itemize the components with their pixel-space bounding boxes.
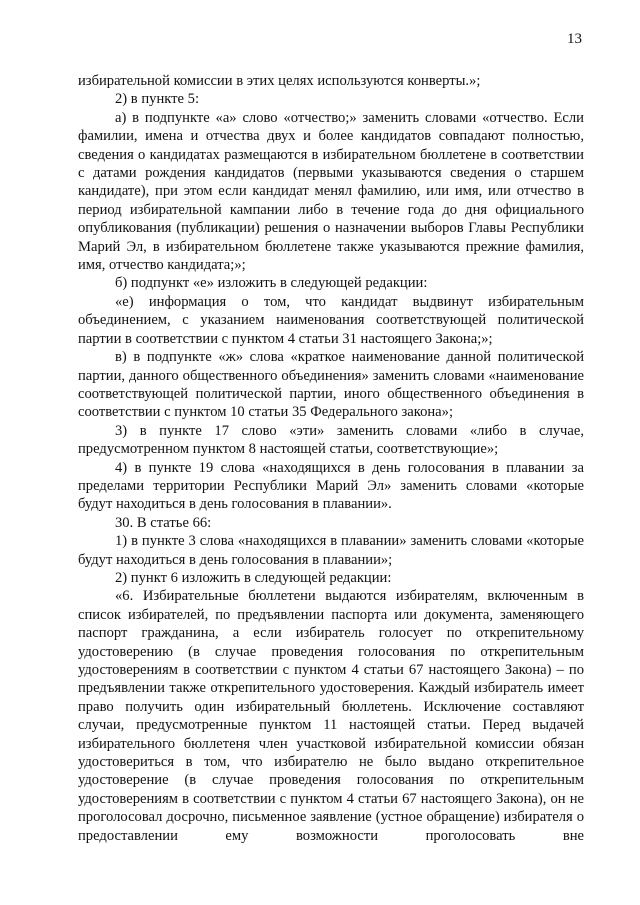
paragraph-item-4: 4) в пункте 19 слова «находящихся в день голосования в плавании за пределами территории Республики Марий Эл» заменить словами «которые будут находиться в день голосования в плавании». bbox=[78, 459, 584, 513]
paragraph-continuation: избирательной комиссии в этих целях используются конверты.»; bbox=[78, 73, 481, 89]
paragraph-quote-e: «е) информация о том, что кандидат выдвинут избирательным объединением, с указанием наименования соответствующей политической партии в соответствии с пунктом 4 статьи 31 настоящего Закона;»; bbox=[78, 293, 584, 347]
paragraph-item-2: 2) в пункте 5: bbox=[115, 91, 200, 108]
paragraph-art30-item-1: 1) в пункте 3 слова «находящихся в плавании» заменить словами «которые будут находиться в день голосования в плавании»; bbox=[78, 533, 584, 568]
paragraph-article-30: 30. В статье 66: bbox=[115, 514, 212, 531]
paragraph-subitem-b: б) подпункт «е» изложить в следующей редакции: bbox=[115, 275, 428, 292]
page-number: 13 bbox=[567, 31, 582, 47]
paragraph-art30-item-2: 2) пункт 6 изложить в следующей редакции: bbox=[115, 569, 392, 586]
paragraph-subitem-v: в) в подпункте «ж» слова «краткое наименование данной политической партии, данного общественного объединения» заменить словами «наименование соответствующей политической партии, иного общественного объединения в соответствии с пунктом 10 статьи 35 Федерального закона»; bbox=[78, 349, 584, 421]
paragraph-quote-6: «6. Избирательные бюллетени выдаются избирателям, включенным в список избирателей, по предъявлении паспорта или документа, заменяющего паспорт гражданина, а если избиратель голосует по открепительному удостоверению (в случае проведения голосования по открепительным удостоверениям в соответствии с пунктом 4 статьи 67 настоящего Закона) – по предъявлении также открепительного удостоверения. Каждый избиратель имеет право получить один избирательный бюллетень. Исключение составляют случаи, предусмотренные пунктом 11 настоящей статьи. Перед выдачей избирательного бюллетеня член участковой избирательной комиссии обязан удостовериться в том, что избирателю не было выдано открепительное удостоверение (в случае проведения голосования по открепительным удостоверениям в соответствии с пунктом 4 статьи 67 настоящего Закона), он не проголосовал досрочно, письменное заявление (устное обращение) избирателя о предоставлении ему возможности проголосовать вне bbox=[78, 588, 584, 844]
paragraph-item-3: 3) в пункте 17 слово «эти» заменить словами «либо в случае, предусмотренном пунктом 8 настоящей статьи, соответствующие»; bbox=[78, 422, 584, 458]
document-body bbox=[78, 72, 584, 845]
paragraph-subitem-a: а) в подпункте «а» слово «отчество;» заменить словами «отчество. Если фамилии, имена и отчества двух и более кандидатов совпадают полностью, сведения о кандидатах размещаются в избирательном бюллетене в соответствии с датами рождения кандидатов (первыми указываются сведения о старшем кандидате), при этом если кандидат менял фамилию, или имя, или отчество в период избирательной кампании либо в течение года до дня официального опубликования (публикации) решения о назначении выборов Главы Республики Марий Эл, в избирательном бюллетене также указываются прежние фамилия, имя, отчество кандидата;»; bbox=[78, 109, 584, 274]
